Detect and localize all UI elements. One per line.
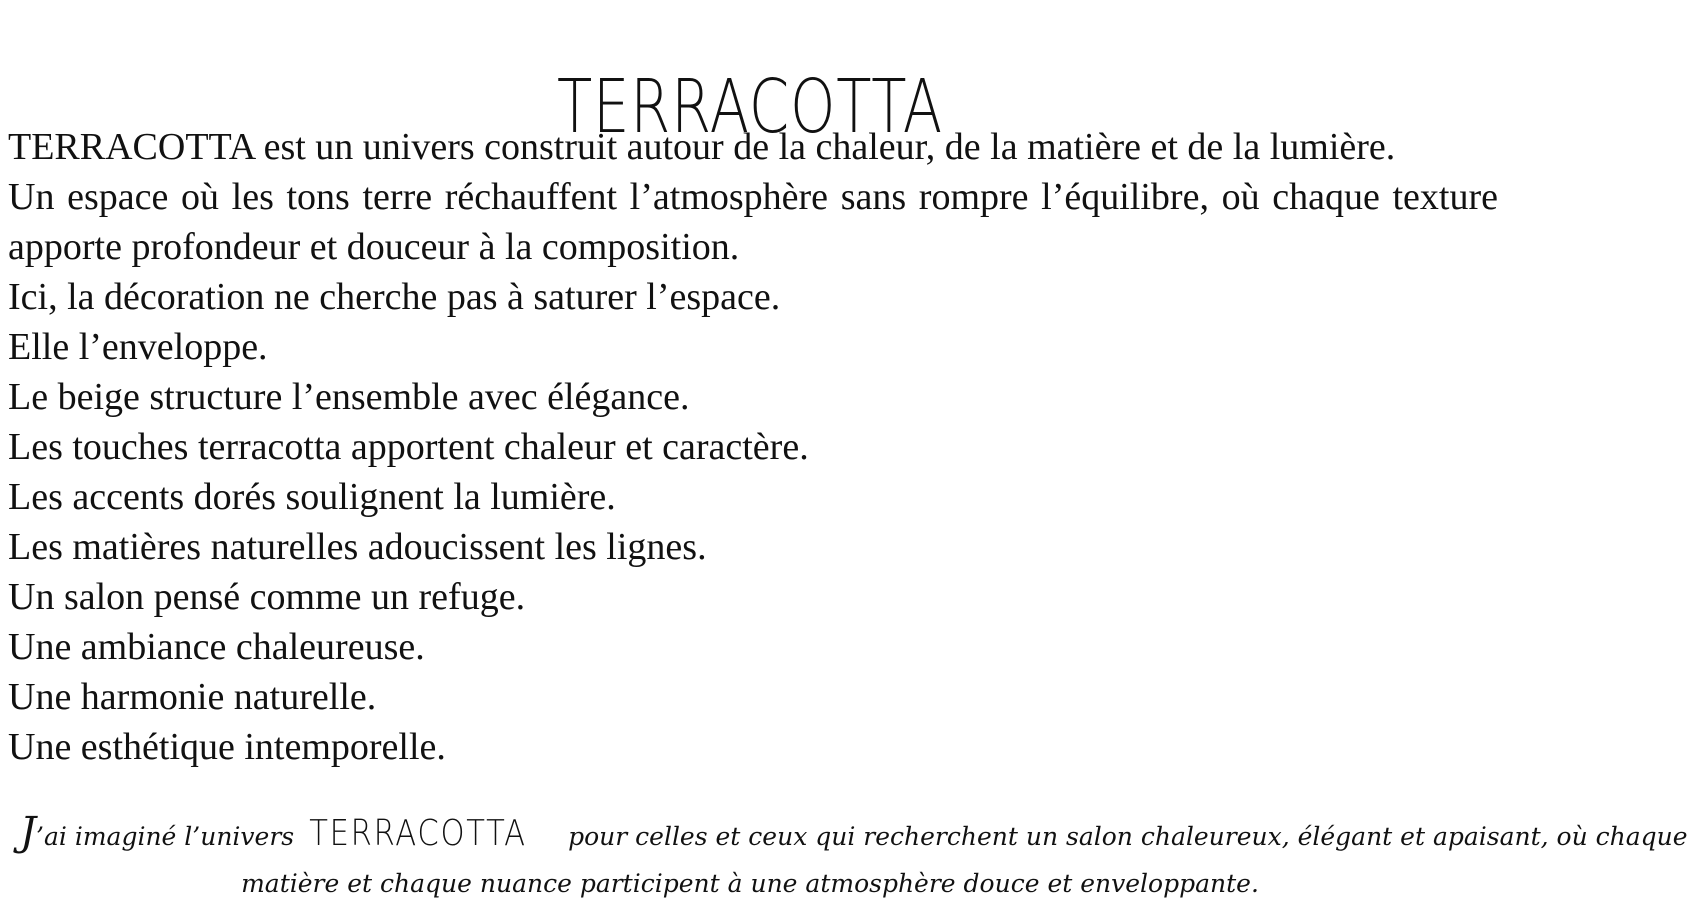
text-line: Les matières naturelles adoucissent les lignes.	[8, 526, 707, 568]
signature-before-brand: ’ai imaginé l’univers	[36, 822, 295, 851]
text-line: Elle l’enveloppe.	[8, 326, 268, 368]
text-line: Une esthétique intemporelle.	[8, 726, 446, 768]
text-line: Le beige structure l’ensemble avec élégance.	[8, 376, 690, 418]
text-line: Une ambiance chaleureuse.	[8, 626, 425, 668]
signature-after-brand: pour celles et ceux qui recherchent un salon chaleureux, élégant et apaisant, où chaque	[568, 822, 1688, 851]
signature-initial: J	[20, 809, 37, 855]
intro-line: TERRACOTTA est un univers construit autour de la chaleur, de la matière et de la lumière.	[8, 126, 1396, 168]
text-line: Ici, la décoration ne cherche pas à saturer l’espace.	[8, 276, 781, 318]
text-line: Les accents dorés soulignent la lumière.	[8, 476, 616, 518]
text-line: Les touches terracotta apportent chaleur et caractère.	[8, 426, 809, 468]
body-text	[8, 122, 1498, 772]
intro-paragraph: Un espace où les tons terre réchauffent l’atmosphère sans rompre l’équilibre, où chaque texture apporte profondeur et douceur à la composition.	[8, 176, 1498, 268]
text-line: Une harmonie naturelle.	[8, 676, 377, 718]
page-title: TERRACOTTA	[556, 63, 944, 150]
text-line: Un salon pensé comme un refuge.	[8, 576, 526, 618]
signature-line-1	[20, 806, 1688, 863]
signature-line-2: matière et chaque nuance participent à une atmosphère douce et enveloppante.	[241, 869, 1259, 898]
signature-brand: TERRACOTTA	[309, 813, 527, 854]
